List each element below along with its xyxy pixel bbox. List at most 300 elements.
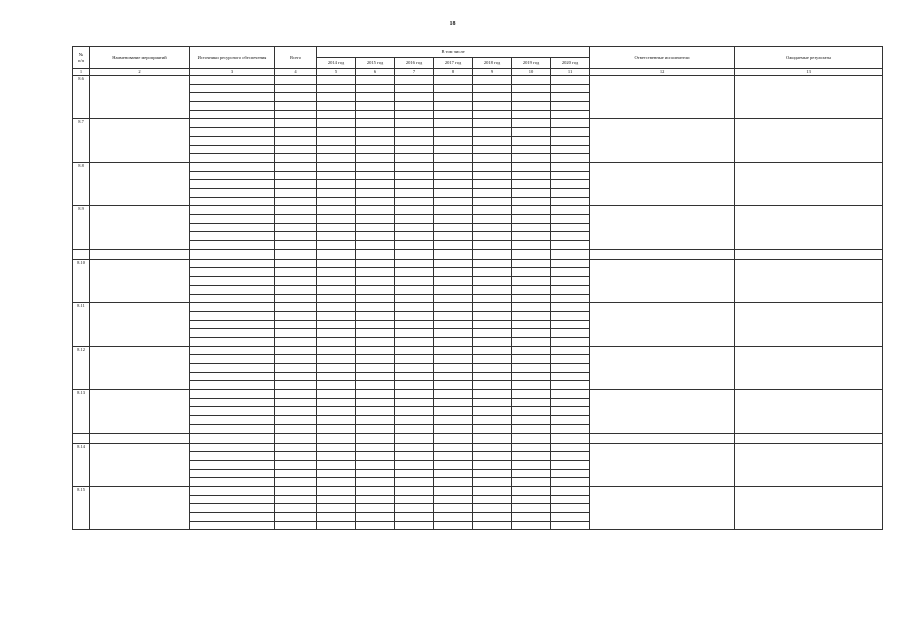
total-value bbox=[275, 443, 317, 452]
year-value bbox=[356, 197, 395, 206]
year-value bbox=[317, 145, 356, 154]
year-value bbox=[395, 504, 434, 513]
year-value bbox=[395, 469, 434, 478]
total-value bbox=[275, 521, 317, 530]
year-value bbox=[551, 223, 590, 232]
year-value bbox=[512, 145, 551, 154]
measure-description bbox=[90, 119, 190, 162]
year-value bbox=[551, 364, 590, 373]
year-value bbox=[395, 294, 434, 303]
year-value bbox=[473, 303, 512, 312]
empty-cell bbox=[735, 249, 883, 259]
measure-description bbox=[90, 259, 190, 302]
year-value bbox=[395, 513, 434, 522]
measure-description bbox=[90, 443, 190, 486]
measure-description bbox=[90, 390, 190, 433]
funding-source bbox=[190, 372, 275, 381]
year-value bbox=[317, 452, 356, 461]
total-value bbox=[275, 460, 317, 469]
year-value bbox=[512, 154, 551, 163]
year-value bbox=[512, 486, 551, 495]
empty-cell bbox=[512, 433, 551, 443]
year-value bbox=[317, 93, 356, 102]
total-value bbox=[275, 294, 317, 303]
total-value bbox=[275, 329, 317, 338]
year-value bbox=[512, 495, 551, 504]
total-value bbox=[275, 452, 317, 461]
total-value bbox=[275, 478, 317, 487]
header-source: Источники ресурсного обеспечения bbox=[190, 47, 275, 69]
total-value bbox=[275, 215, 317, 224]
year-value bbox=[551, 346, 590, 355]
year-value bbox=[473, 277, 512, 286]
funding-source bbox=[190, 145, 275, 154]
year-value bbox=[512, 460, 551, 469]
year-value bbox=[473, 84, 512, 93]
year-value bbox=[395, 136, 434, 145]
year-value bbox=[551, 206, 590, 215]
funding-source bbox=[190, 486, 275, 495]
year-value bbox=[512, 381, 551, 390]
year-value bbox=[356, 145, 395, 154]
total-value bbox=[275, 346, 317, 355]
year-value bbox=[356, 416, 395, 425]
year-value bbox=[395, 215, 434, 224]
year-value bbox=[434, 504, 473, 513]
year-value bbox=[395, 241, 434, 250]
year-value bbox=[317, 486, 356, 495]
year-value bbox=[395, 102, 434, 111]
year-value bbox=[395, 478, 434, 487]
year-value bbox=[317, 285, 356, 294]
year-value bbox=[434, 197, 473, 206]
year-value bbox=[395, 355, 434, 364]
year-value bbox=[512, 355, 551, 364]
year-value bbox=[356, 407, 395, 416]
empty-cell bbox=[735, 433, 883, 443]
funding-source bbox=[190, 303, 275, 312]
total-value bbox=[275, 145, 317, 154]
funding-source bbox=[190, 294, 275, 303]
table-row bbox=[73, 76, 883, 85]
year-value bbox=[473, 372, 512, 381]
total-value bbox=[275, 416, 317, 425]
year-value bbox=[434, 521, 473, 530]
row-number: 8.6 bbox=[73, 76, 90, 119]
year-value bbox=[434, 460, 473, 469]
year-value bbox=[356, 223, 395, 232]
year-value bbox=[473, 513, 512, 522]
total-value bbox=[275, 504, 317, 513]
year-value bbox=[434, 268, 473, 277]
empty-cell bbox=[90, 249, 190, 259]
measure-description bbox=[90, 162, 190, 205]
year-value bbox=[512, 102, 551, 111]
year-value bbox=[395, 486, 434, 495]
year-value bbox=[551, 119, 590, 128]
funding-source bbox=[190, 364, 275, 373]
year-value bbox=[395, 416, 434, 425]
year-value bbox=[434, 346, 473, 355]
year-value bbox=[356, 215, 395, 224]
responsible-cell bbox=[590, 119, 735, 162]
year-value bbox=[512, 469, 551, 478]
year-value bbox=[512, 398, 551, 407]
year-value bbox=[395, 452, 434, 461]
year-value bbox=[395, 285, 434, 294]
year-value bbox=[395, 171, 434, 180]
year-value bbox=[434, 364, 473, 373]
year-value bbox=[473, 460, 512, 469]
year-value bbox=[395, 364, 434, 373]
year-value bbox=[395, 93, 434, 102]
header-no: № п/п bbox=[73, 47, 90, 69]
column-number: 9 bbox=[473, 69, 512, 76]
funding-source bbox=[190, 162, 275, 171]
year-value bbox=[356, 513, 395, 522]
total-value bbox=[275, 285, 317, 294]
year-value bbox=[317, 110, 356, 119]
year-value bbox=[434, 486, 473, 495]
year-value bbox=[434, 407, 473, 416]
year-value bbox=[551, 320, 590, 329]
year-value bbox=[473, 495, 512, 504]
year-value bbox=[317, 390, 356, 399]
empty-cell bbox=[73, 249, 90, 259]
year-value bbox=[473, 469, 512, 478]
year-value bbox=[512, 119, 551, 128]
row-number: 8.10 bbox=[73, 259, 90, 302]
column-number: 1 bbox=[73, 69, 90, 76]
year-value bbox=[473, 268, 512, 277]
total-value bbox=[275, 188, 317, 197]
funding-source bbox=[190, 513, 275, 522]
total-value bbox=[275, 277, 317, 286]
year-value bbox=[317, 381, 356, 390]
total-value bbox=[275, 241, 317, 250]
year-value bbox=[512, 268, 551, 277]
funding-source bbox=[190, 355, 275, 364]
funding-source bbox=[190, 197, 275, 206]
year-value bbox=[512, 215, 551, 224]
measure-description bbox=[90, 206, 190, 249]
funding-source bbox=[190, 469, 275, 478]
page-number: 18 bbox=[449, 21, 456, 27]
funding-source bbox=[190, 215, 275, 224]
year-value bbox=[473, 452, 512, 461]
year-value bbox=[434, 337, 473, 346]
year-value bbox=[395, 424, 434, 433]
year-value bbox=[512, 311, 551, 320]
year-value bbox=[551, 398, 590, 407]
funding-source bbox=[190, 102, 275, 111]
year-value bbox=[551, 259, 590, 268]
year-value bbox=[395, 372, 434, 381]
header-total: Всего bbox=[275, 47, 317, 69]
total-value bbox=[275, 110, 317, 119]
column-number: 11 bbox=[551, 69, 590, 76]
funding-source bbox=[190, 128, 275, 137]
year-value bbox=[395, 390, 434, 399]
header-row bbox=[73, 47, 883, 58]
year-value bbox=[473, 93, 512, 102]
year-value bbox=[473, 145, 512, 154]
year-value bbox=[434, 259, 473, 268]
column-number: 8 bbox=[434, 69, 473, 76]
year-value bbox=[473, 320, 512, 329]
year-value bbox=[512, 320, 551, 329]
year-value bbox=[551, 76, 590, 85]
total-value bbox=[275, 232, 317, 241]
year-value bbox=[551, 521, 590, 530]
year-value bbox=[356, 188, 395, 197]
year-value bbox=[356, 452, 395, 461]
year-value bbox=[317, 119, 356, 128]
row-number: 8.13 bbox=[73, 390, 90, 433]
year-value bbox=[395, 407, 434, 416]
year-value bbox=[356, 478, 395, 487]
empty-cell bbox=[473, 433, 512, 443]
year-value bbox=[473, 102, 512, 111]
year-value bbox=[317, 469, 356, 478]
year-value bbox=[551, 102, 590, 111]
year-value bbox=[395, 521, 434, 530]
year-value bbox=[317, 162, 356, 171]
year-value bbox=[473, 197, 512, 206]
header-year: 2019 год bbox=[512, 58, 551, 69]
year-value bbox=[512, 171, 551, 180]
year-value bbox=[551, 188, 590, 197]
year-value bbox=[356, 424, 395, 433]
row-number: 8.9 bbox=[73, 206, 90, 249]
year-value bbox=[317, 504, 356, 513]
year-value bbox=[317, 154, 356, 163]
total-value bbox=[275, 119, 317, 128]
funding-source bbox=[190, 329, 275, 338]
year-value bbox=[434, 162, 473, 171]
year-value bbox=[512, 188, 551, 197]
header-year: 2017 год bbox=[434, 58, 473, 69]
year-value bbox=[317, 259, 356, 268]
header-results: Ожидаемые результаты bbox=[735, 47, 883, 69]
column-number: 12 bbox=[590, 69, 735, 76]
year-value bbox=[473, 364, 512, 373]
year-value bbox=[356, 443, 395, 452]
results-cell bbox=[735, 486, 883, 529]
year-value bbox=[317, 424, 356, 433]
year-value bbox=[395, 460, 434, 469]
year-value bbox=[395, 346, 434, 355]
year-value bbox=[434, 285, 473, 294]
year-value bbox=[473, 294, 512, 303]
year-value bbox=[551, 443, 590, 452]
year-value bbox=[551, 452, 590, 461]
funding-source bbox=[190, 223, 275, 232]
year-value bbox=[434, 495, 473, 504]
total-value bbox=[275, 268, 317, 277]
year-value bbox=[356, 469, 395, 478]
year-value bbox=[551, 303, 590, 312]
year-value bbox=[473, 478, 512, 487]
results-cell bbox=[735, 76, 883, 119]
year-value bbox=[434, 294, 473, 303]
year-value bbox=[434, 390, 473, 399]
year-value bbox=[551, 145, 590, 154]
year-value bbox=[317, 513, 356, 522]
year-value bbox=[551, 407, 590, 416]
year-value bbox=[473, 119, 512, 128]
header-year: 2014 год bbox=[317, 58, 356, 69]
year-value bbox=[473, 486, 512, 495]
year-value bbox=[356, 364, 395, 373]
total-value bbox=[275, 495, 317, 504]
year-value bbox=[512, 162, 551, 171]
year-value bbox=[317, 407, 356, 416]
funding-source bbox=[190, 407, 275, 416]
table-row bbox=[73, 486, 883, 495]
year-value bbox=[434, 478, 473, 487]
year-value bbox=[473, 311, 512, 320]
year-value bbox=[317, 232, 356, 241]
year-value bbox=[395, 320, 434, 329]
year-value bbox=[356, 504, 395, 513]
year-value bbox=[512, 513, 551, 522]
column-numbers-row bbox=[73, 69, 883, 76]
year-value bbox=[512, 241, 551, 250]
year-value bbox=[512, 277, 551, 286]
year-value bbox=[551, 197, 590, 206]
year-value bbox=[434, 84, 473, 93]
year-value bbox=[473, 232, 512, 241]
year-value bbox=[473, 381, 512, 390]
funding-source bbox=[190, 268, 275, 277]
year-value bbox=[434, 381, 473, 390]
row-number: 8.15 bbox=[73, 486, 90, 529]
results-cell bbox=[735, 390, 883, 433]
year-value bbox=[356, 110, 395, 119]
year-value bbox=[434, 188, 473, 197]
year-value bbox=[551, 277, 590, 286]
year-value bbox=[317, 443, 356, 452]
funding-source bbox=[190, 452, 275, 461]
year-value bbox=[551, 241, 590, 250]
year-value bbox=[473, 206, 512, 215]
year-value bbox=[434, 110, 473, 119]
results-cell bbox=[735, 346, 883, 389]
year-value bbox=[551, 486, 590, 495]
year-value bbox=[473, 136, 512, 145]
year-value bbox=[317, 521, 356, 530]
year-value bbox=[395, 119, 434, 128]
header-year: 2016 год bbox=[395, 58, 434, 69]
table-row bbox=[73, 443, 883, 452]
year-value bbox=[356, 294, 395, 303]
year-value bbox=[434, 469, 473, 478]
year-value bbox=[512, 128, 551, 137]
year-value bbox=[317, 398, 356, 407]
year-value bbox=[434, 206, 473, 215]
row-number: 8.7 bbox=[73, 119, 90, 162]
total-value bbox=[275, 469, 317, 478]
year-value bbox=[317, 136, 356, 145]
year-value bbox=[512, 303, 551, 312]
year-value bbox=[473, 241, 512, 250]
year-value bbox=[512, 93, 551, 102]
funding-source bbox=[190, 206, 275, 215]
year-value bbox=[395, 84, 434, 93]
responsible-cell bbox=[590, 259, 735, 302]
table-row bbox=[73, 162, 883, 171]
year-value bbox=[356, 136, 395, 145]
year-value bbox=[512, 180, 551, 189]
year-value bbox=[317, 478, 356, 487]
year-value bbox=[551, 162, 590, 171]
funding-source bbox=[190, 424, 275, 433]
year-value bbox=[512, 416, 551, 425]
total-value bbox=[275, 364, 317, 373]
year-value bbox=[317, 188, 356, 197]
year-value bbox=[395, 398, 434, 407]
year-value bbox=[317, 84, 356, 93]
year-value bbox=[551, 180, 590, 189]
total-value bbox=[275, 128, 317, 137]
funding-source bbox=[190, 311, 275, 320]
total-value bbox=[275, 154, 317, 163]
year-value bbox=[356, 119, 395, 128]
year-value bbox=[356, 303, 395, 312]
total-value bbox=[275, 93, 317, 102]
responsible-cell bbox=[590, 486, 735, 529]
column-number: 3 bbox=[190, 69, 275, 76]
empty-cell bbox=[434, 433, 473, 443]
year-value bbox=[395, 145, 434, 154]
total-value bbox=[275, 206, 317, 215]
total-value bbox=[275, 372, 317, 381]
year-value bbox=[512, 390, 551, 399]
total-value bbox=[275, 162, 317, 171]
year-value bbox=[551, 513, 590, 522]
results-cell bbox=[735, 303, 883, 346]
year-value bbox=[512, 521, 551, 530]
year-value bbox=[473, 398, 512, 407]
year-value bbox=[434, 355, 473, 364]
year-value bbox=[395, 197, 434, 206]
column-number: 2 bbox=[90, 69, 190, 76]
year-value bbox=[356, 381, 395, 390]
empty-cell bbox=[473, 249, 512, 259]
total-value bbox=[275, 390, 317, 399]
year-value bbox=[395, 206, 434, 215]
funding-source bbox=[190, 521, 275, 530]
year-value bbox=[551, 424, 590, 433]
year-value bbox=[356, 162, 395, 171]
year-value bbox=[395, 223, 434, 232]
year-value bbox=[512, 76, 551, 85]
empty-cell bbox=[434, 249, 473, 259]
year-value bbox=[434, 329, 473, 338]
year-value bbox=[512, 206, 551, 215]
total-value bbox=[275, 180, 317, 189]
funding-source bbox=[190, 398, 275, 407]
row-number: 8.11 bbox=[73, 303, 90, 346]
year-value bbox=[356, 93, 395, 102]
year-value bbox=[473, 337, 512, 346]
year-value bbox=[317, 372, 356, 381]
results-cell bbox=[735, 162, 883, 205]
year-value bbox=[356, 277, 395, 286]
year-value bbox=[551, 268, 590, 277]
year-value bbox=[317, 171, 356, 180]
